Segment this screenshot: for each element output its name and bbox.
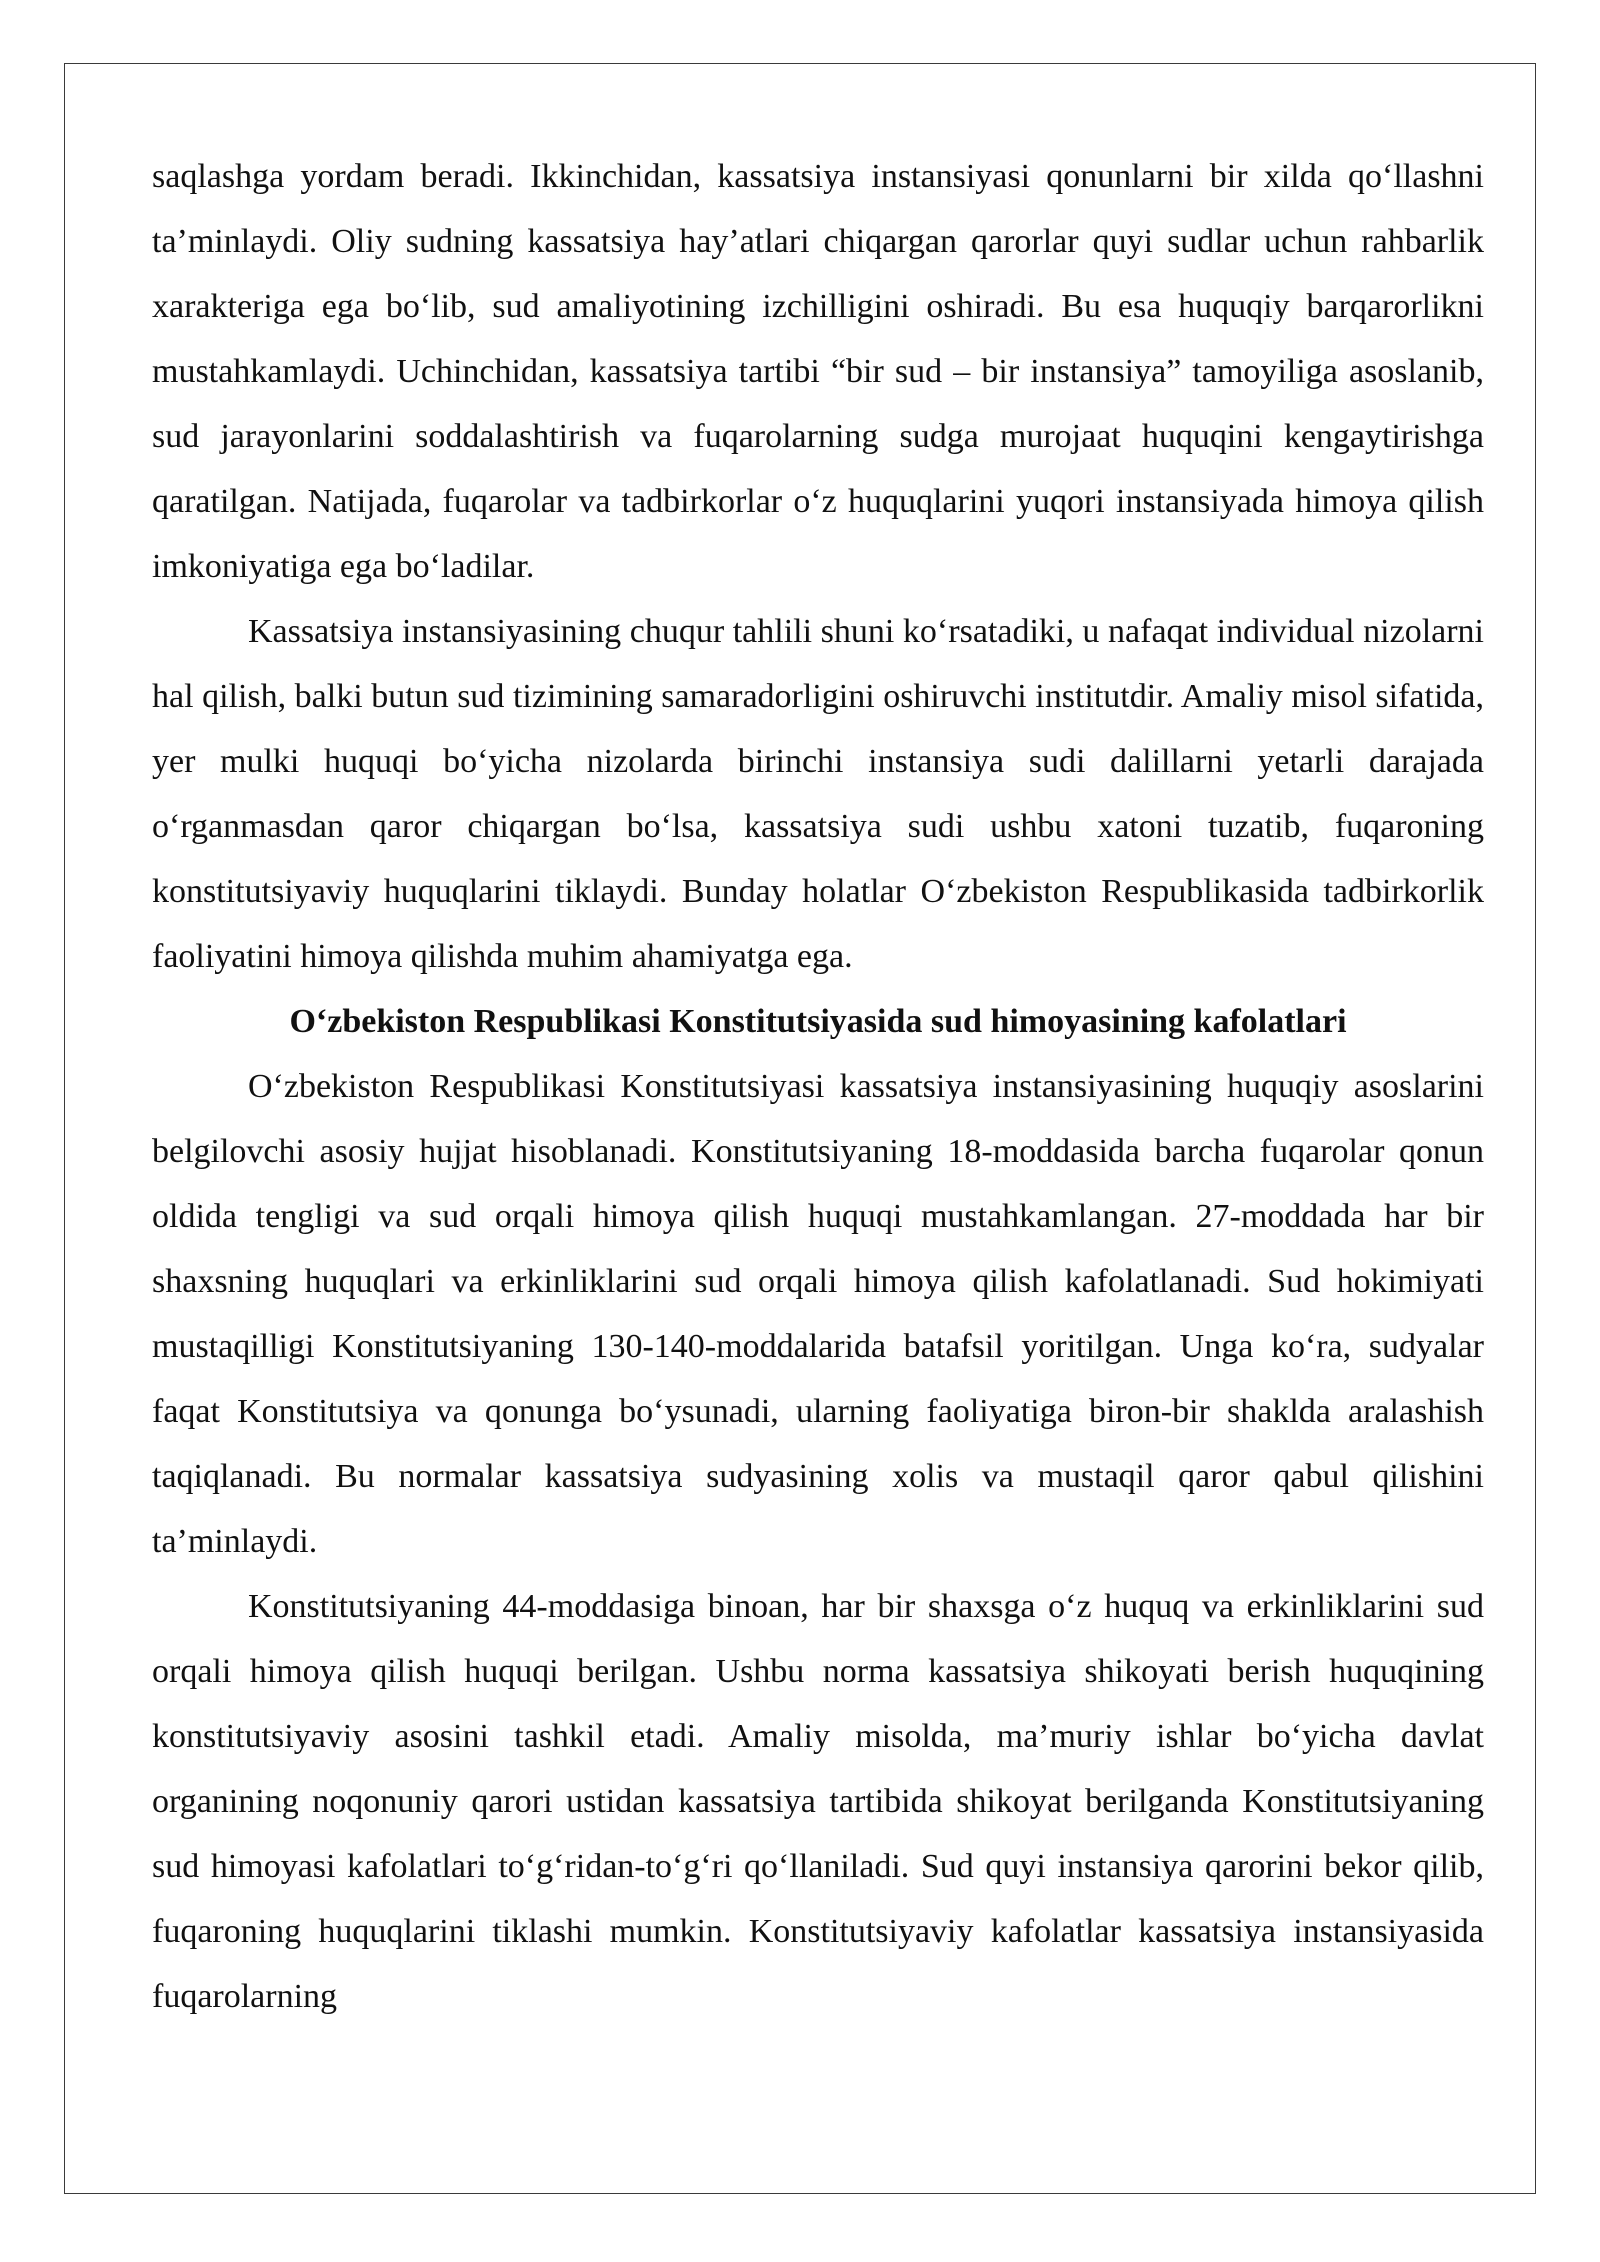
paragraph-cassation-analysis: Kassatsiya instansiyasining chuqur tahlili shuni ko‘rsatadiki, u nafaqat individual nizolarni hal qilish, balki butun sud tizimining samaradorligini oshiruvchi institutdir. Amaliy misol sifatida, yer mulki huquqi bo‘yicha nizolarda birinchi instansiya sudi dalillarni yetarli darajada o‘rganmasdan qaror chiqargan bo‘lsa, kassatsiya sudi ushbu xatoni tuzatib, fuqaroning konstitutsiyaviy huquqlarini tiklaydi. Bunday holatlar O‘zbekiston Respublikasida tadbirkorlik faoliyatini himoya qilishda muhim ahamiyatga ega.	[152, 613, 1484, 975]
paragraph-article-44: Konstitutsiyaning 44-moddasiga binoan, har bir shaxsga o‘z huquq va erkinliklarini sud orqali himoya qilish huquqi berilgan. Ushbu norma kassatsiya shikoyati berish huquqining konstitutsiyaviy asosini tashkil etadi. Amaliy misolda, ma’muriy ishlar bo‘yicha davlat organining noqonuniy qarori ustidan kassatsiya tartibida shikoyat berilganda Konstitutsiyaning sud himoyasi kafolatlari to‘g‘ridan-to‘g‘ri qo‘llaniladi. Sud quyi instansiya qarorini bekor qilib, fuqaroning huquqlarini tiklashi mumkin. Konstitutsiyaviy kafolatlar kassatsiya instansiyasida fuqarolarning	[152, 1588, 1484, 2015]
section-heading: O‘zbekiston Respublikasi Konstitutsiyasida sud himoyasining kafolatlari	[289, 1003, 1347, 1040]
paragraph-constitution-basis: O‘zbekiston Respublikasi Konstitutsiyasi kassatsiya instansiyasining huquqiy asoslarini belgilovchi asosiy hujjat hisoblanadi. Konstitutsiyaning 18-moddasida barcha fuqarolar qonun oldida tengligi va sud orqali himoya qilish huquqi mustahkamlangan. 27-moddada har bir shaxsning huquqlari va erkinliklarini sud orqali himoya qilish kafolatlanadi. Sud hokimiyati mustaqilligi Konstitutsiyaning 130-140-moddalarida batafsil yoritilgan. Unga ko‘ra, sudyalar faqat Konstitutsiya va qonunga bo‘ysunadi, ularning faoliyatiga biron-bir shaklda aralashish taqiqlanadi. Bu normalar kassatsiya sudyasining xolis va mustaqil qaror qabul qilishini ta’minlaydi.	[152, 1068, 1484, 1560]
document-body	[152, 144, 1484, 2029]
paragraph-continuation: saqlashga yordam beradi. Ikkinchidan, kassatsiya instansiyasi qonunlarni bir xilda qo‘llashni ta’minlaydi. Oliy sudning kassatsiya hay’atlari chiqargan qarorlar quyi sudlar uchun rahbarlik xarakteriga ega bo‘lib, sud amaliyotining izchilligini oshiradi. Bu esa huquqiy barqarorlikni mustahkamlaydi. Uchinchidan, kassatsiya tartibi “bir sud – bir instansiya” tamoyiliga asoslanib, sud jarayonlarini soddalashtirish va fuqarolarning sudga murojaat huquqini kengaytirishga qaratilgan. Natijada, fuqarolar va tadbirkorlar o‘z huquqlarini yuqori instansiyada himoya qilish imkoniyatiga ega bo‘ladilar.	[152, 158, 1484, 585]
